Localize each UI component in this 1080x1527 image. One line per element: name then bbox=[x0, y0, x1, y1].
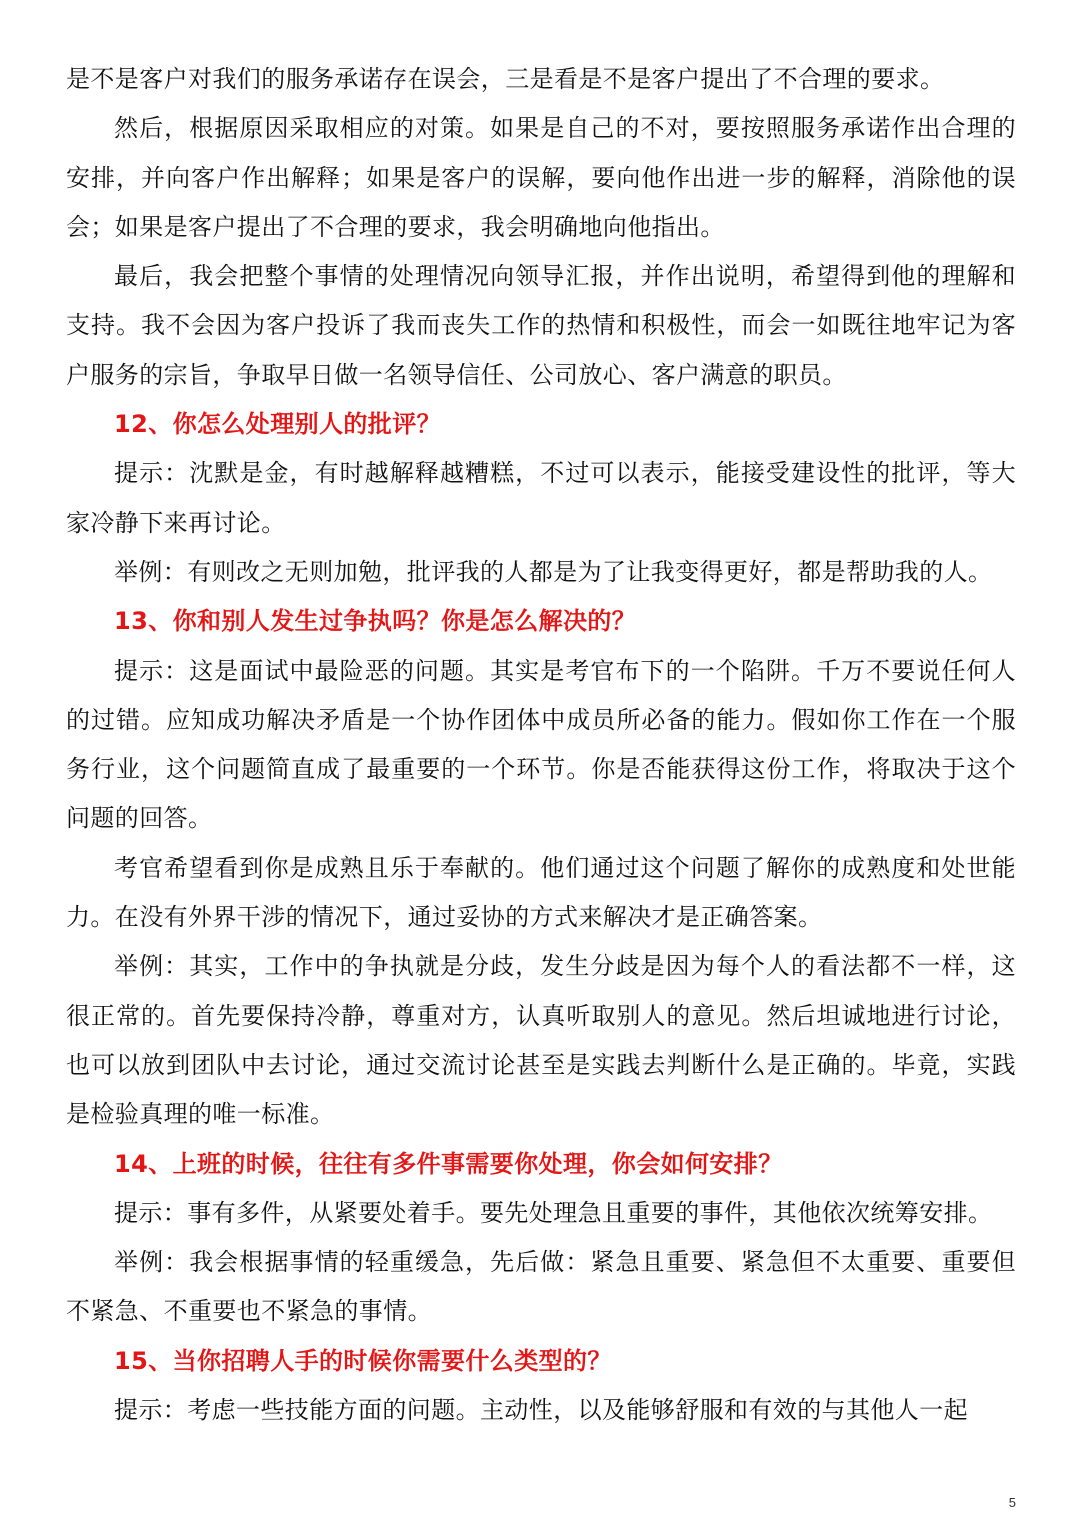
example-12: 举例：有则改之无则加勉，批评我的人都是为了让我变得更好，都是帮助我的人。 bbox=[114, 557, 993, 586]
hint-14: 提示：事有多件，从紧要处着手。要先处理急且重要的事件，其他依次统筹安排。 bbox=[114, 1198, 993, 1227]
example-13: 举例：其实，工作中的争执就是分歧，发生分歧是因为每个人的看法都不一样，这很正常的。首先要保持冷静，尊重对方，认真听取别人的意见。然后坦诚地进行讨论，也可以放到团队中去讨论，通过交流讨论甚至是实践去判断什么是正确的。毕竟，实践是检验真理的唯一标准。 bbox=[66, 952, 1016, 1129]
question-heading-14: 14、上班的时候，往往有多件事需要你处理，你会如何安排？ bbox=[114, 1149, 783, 1178]
example-14: 举例：我会根据事情的轻重缓急，先后做：紧急且重要、紧急但不太重要、重要但不紧急、不重要也不紧急的事情。 bbox=[66, 1248, 1016, 1326]
hint-15: 提示：考虑一些技能方面的问题。主动性，以及能够舒服和有效的与其他人一起 bbox=[114, 1396, 968, 1425]
paragraph-report: 最后，我会把整个事情的处理情况向领导汇报，并作出说明，希望得到他的理解和支持。我不会因为客户投诉了我而丧失工作的热情和积极性，而会一如既往地牢记为客户服务的宗旨，争取早日做一名领导信任、公司放心、客户满意的职员。 bbox=[66, 262, 1016, 389]
hint-12: 提示：沈默是金，有时越解释越糟糕，不过可以表示，能接受建设性的批评，等大家冷静下来再讨论。 bbox=[66, 459, 1016, 537]
paragraph-continuation: 是不是客户对我们的服务承诺存在误会，三是看是不是客户提出了不合理的要求。 bbox=[66, 65, 945, 93]
question-heading-15: 15、当你招聘人手的时候你需要什么类型的？ bbox=[114, 1346, 612, 1375]
page-number: 5 bbox=[1008, 1495, 1016, 1510]
paragraph-13-expectation: 考官希望看到你是成熟且乐于奉献的。他们通过这个问题了解你的成熟度和处世能力。在没有外界干涉的情况下，通过妥协的方式来解决才是正确答案。 bbox=[66, 853, 1016, 932]
question-heading-12: 12、你怎么处理别人的批评？ bbox=[114, 410, 441, 439]
hint-13: 提示：这是面试中最险恶的问题。其实是考官布下的一个陷阱。千万不要说任何人的过错。应知成功解决矛盾是一个协作团体中成员所必备的能力。假如你工作在一个服务行业，这个问题简直成了最重要的一个环节。你是否能获得这份工作，将取决于这个问题的回答。 bbox=[66, 656, 1016, 833]
paragraph-countermeasure: 然后，根据原因采取相应的对策。如果是自己的不对，要按照服务承诺作出合理的安排，并向客户作出解释；如果是客户的误解，要向他作出进一步的解释，消除他的误会；如果是客户提出了不合理的要求，我会明确地向他指出。 bbox=[66, 114, 1016, 241]
question-heading-13: 13、你和别人发生过争执吗？你是怎么解决的？ bbox=[114, 607, 637, 636]
